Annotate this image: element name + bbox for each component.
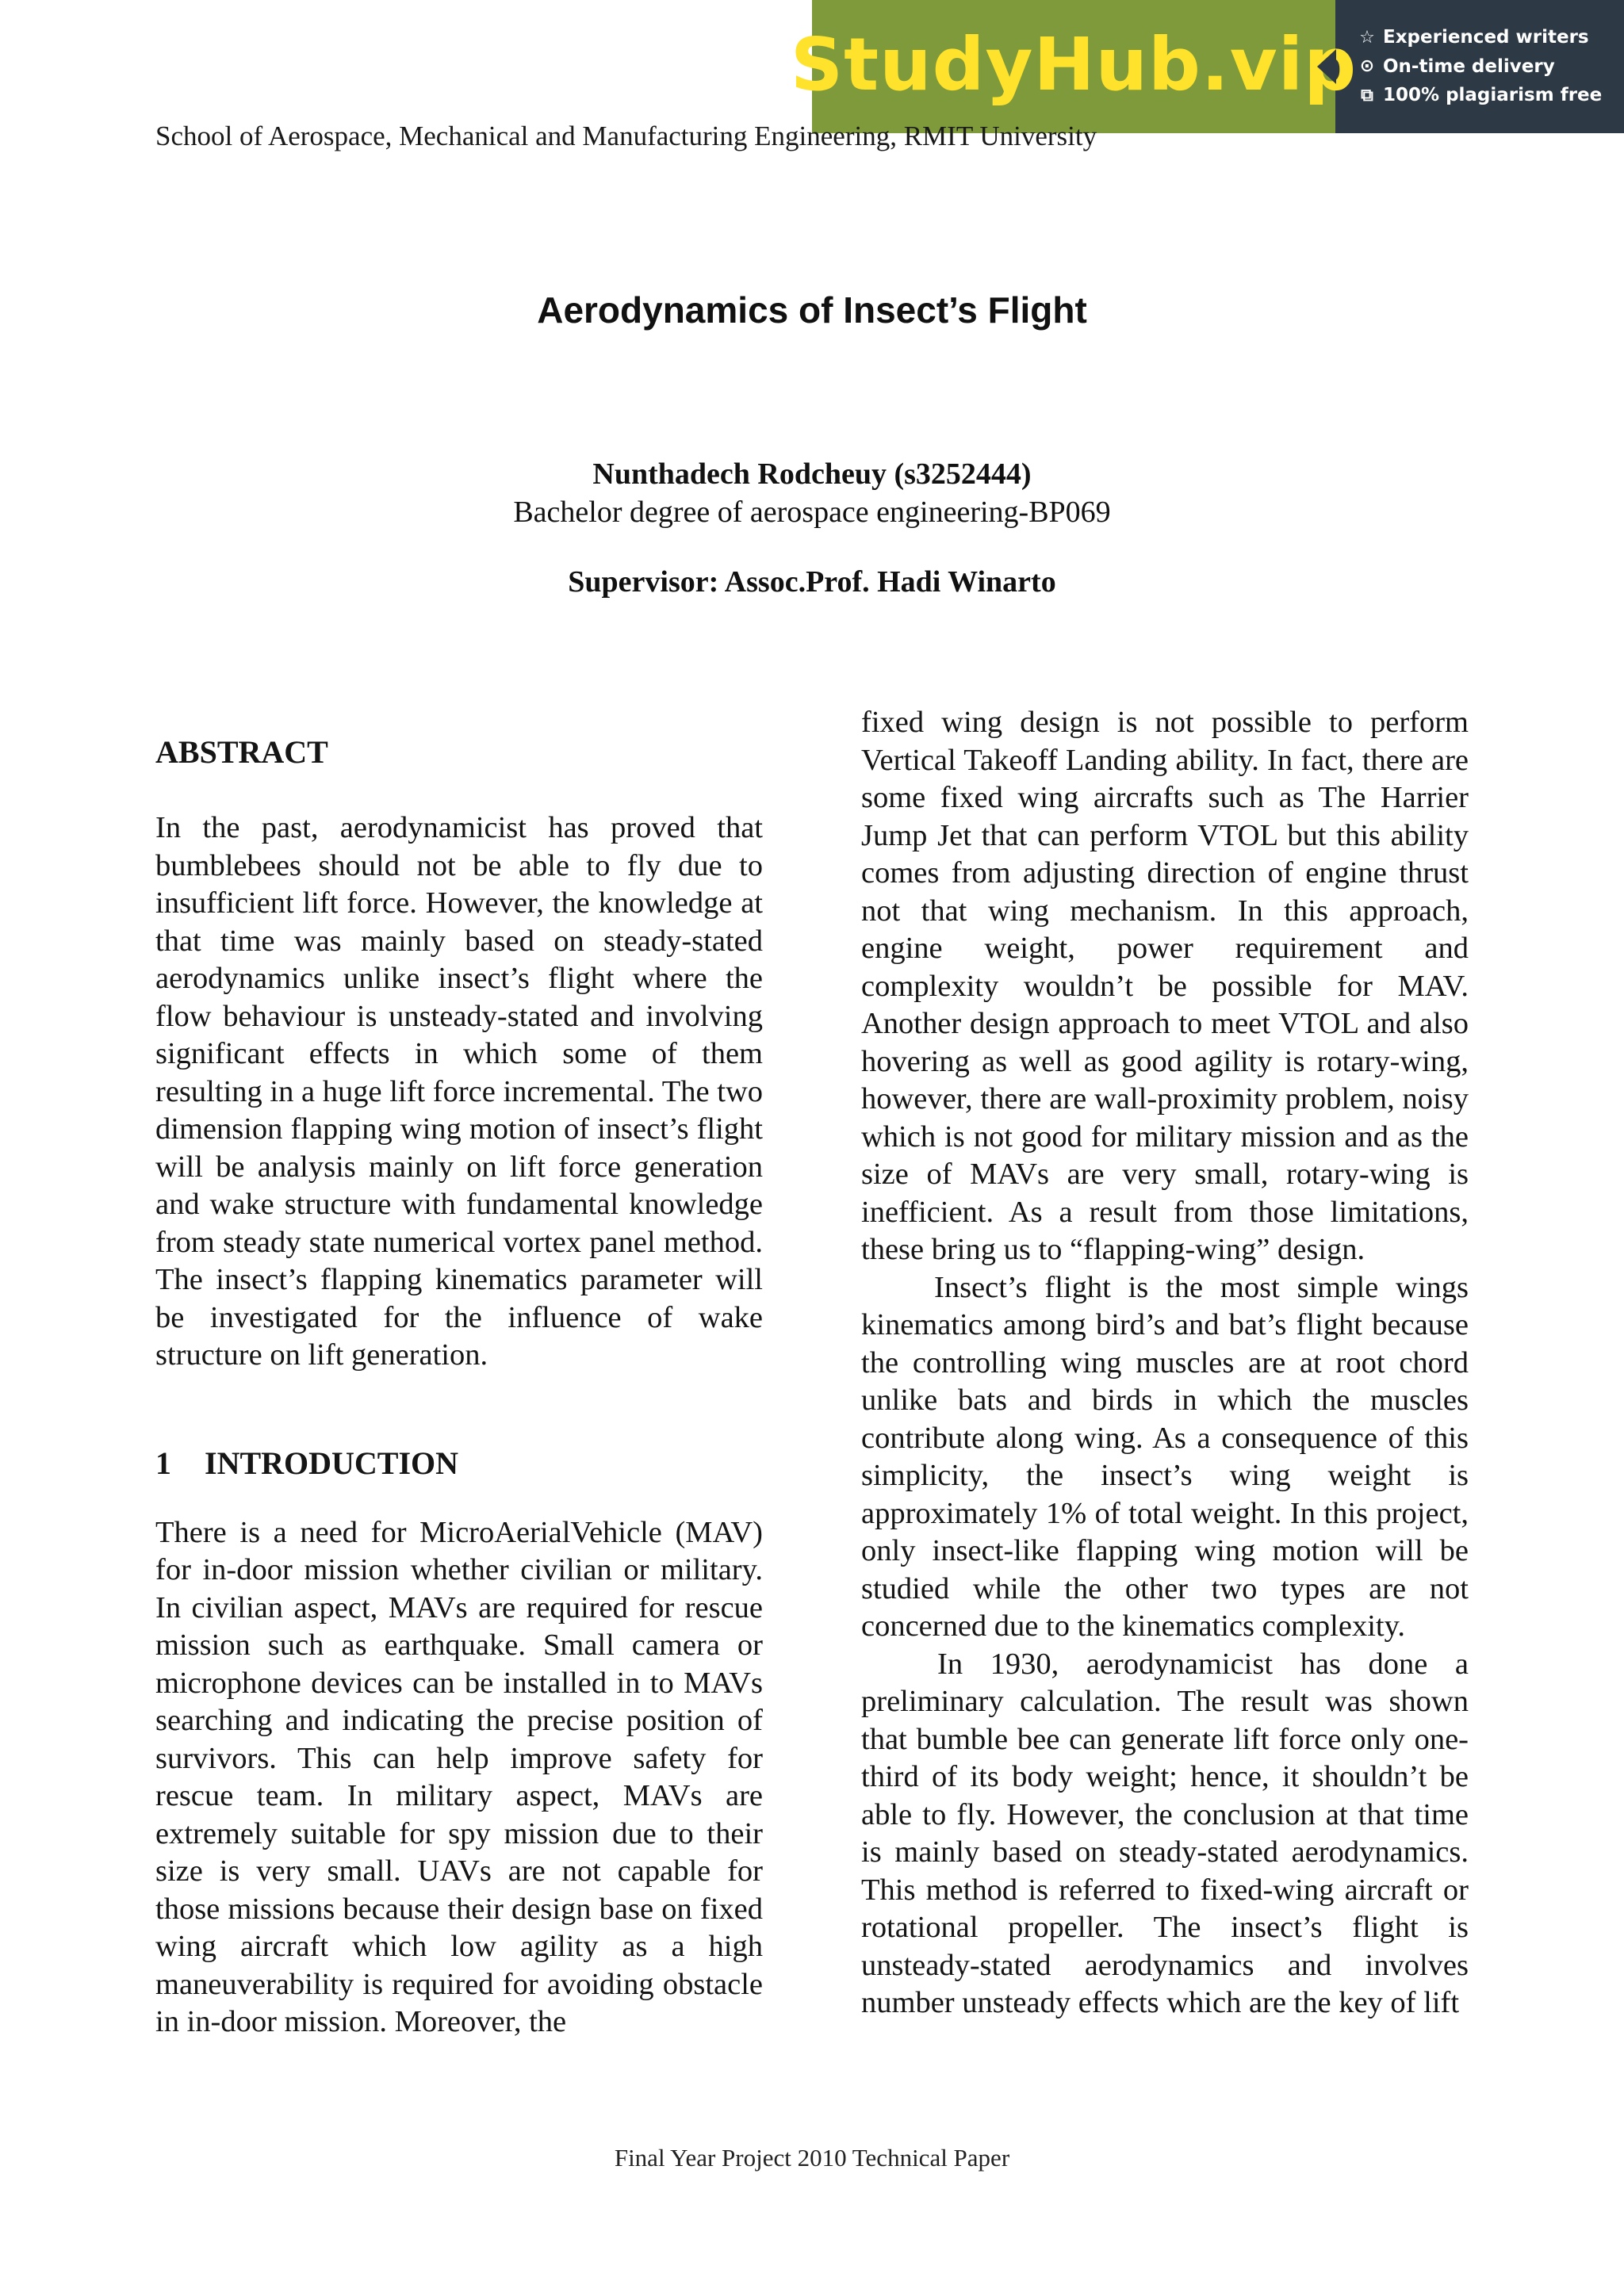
intro-paragraph-2: Insect’s flight is the most simple wings kinematics among bird’s and bat’s flight because the controlling wing muscles are at root chord unlike bats and birds in which the muscles contribute along wing. As a consequence of this simplicity, the insect’s wing weight is approximately 1% of total weight. In this project, only insect-like flapping wing motion will be studied while the other two types are not concerned due to the kinematics complexity. [861,1270,1469,1643]
feature-experienced-writers [1358,27,1624,48]
feature-on-time-delivery [1358,56,1624,77]
star-icon: ☆ [1359,27,1375,48]
affiliation: School of Aerospace, Mechanical and Manufacturing Engineering, RMIT University [155,121,1097,151]
right-column [861,704,1469,2022]
section-number: 1 [155,1445,171,1481]
abstract-text: In the past, aerodynamicist has proved that bumblebees should not be able to fly due to insufficient lift force. However, the knowledge at that time was mainly based on steady-stated aerodynamics unlike insect’s flight where the flow behaviour is unsteady-stated and involving significant effects in which some of them resulting in a huge lift force incremental. The two dimension flapping wing motion of insect’s flight will be analysis mainly on lift force generation and wake structure with fundamental knowledge from steady state numerical vortex panel method. The insect’s flapping kinematics parameter will be investigated for the influence of wake structure on lift generation. [155,811,763,1372]
abstract-heading: ABSTRACT [155,734,328,770]
author-name: Nunthadech Rodcheuy (s3252444) [592,457,1032,491]
intro-paragraph-1-continued: fixed wing design is not possible to perform Vertical Takeoff Landing ability. In fact, there are some fixed wing aircrafts such as The Harrier Jump Jet that can perform VTOL but this ability comes from adjusting direction of engine thrust not that wing mechanism. In this approach, engine weight, power requirement and complexity wouldn’t be possible for MAV. Another design approach to meet VTOL and also hovering as well as good agility is rotary-wing, however, there are wall-proximity problem, noisy which is not good for military mission and as the size of MAVs are very small, rotary-wing is inefficient. As a result from those limitations, these bring us to “flapping-wing” design. [861,706,1469,1266]
supervisor: Supervisor: Assoc.Prof. Hadi Winarto [568,565,1056,599]
banner-arrow-shape [1317,49,1336,84]
intro-paragraph-1: There is a need for MicroAerialVehicle (MAV) for in-door mission whether civilian or military. In civilian aspect, MAVs are required for rescue mission such as earthquake. Small camera or microphone devices can be installed in to MAVs searching and indicating the precise position of survivors. This can help improve safety for rescue team. In military aspect, MAVs are extremely suitable for spy mission due to their size is very small. UAVs are not capable for those missions because their design base on fixed wing aircraft which low agility as a high maneuverability is required for avoiding obstacle in in-door mission. Moreover, the [155,1515,763,2038]
clock-icon: ⊙ [1359,56,1375,77]
introduction-heading [155,1445,763,1483]
feature-plagiarism-free [1358,85,1624,105]
watermark-banner[interactable] [790,0,1624,133]
feature-label: On-time delivery [1383,55,1555,77]
degree-program: Bachelor degree of aerospace engineering-BP069 [513,496,1111,529]
page-footer: Final Year Project 2010 Technical Paper [614,2144,1010,2172]
copy-icon: ⧉ [1361,85,1373,105]
logo-text: StudyHub.vip [790,22,1358,107]
feature-label: Experienced writers [1383,27,1589,48]
paper-title: Aerodynamics of Insect’s Flight [537,289,1087,331]
intro-paragraph-3: In 1930, aerodynamicist has done a preliminary calculation. The result was shown that bumble bee can generate lift force only one-third of its body weight; hence, it shouldn’t be able to fly. However, the conclusion at that time is mainly based on steady-stated aerodynamics. This method is referred to fixed-wing aircraft or rotational propeller. The insect’s flight is unsteady-stated aerodynamics and involves number unsteady effects which are the key of lift [861,1647,1469,2019]
section-title: INTRODUCTION [205,1445,459,1481]
feature-label: 100% plagiarism free [1383,85,1603,106]
left-column [155,733,763,2042]
banner-features [1335,0,1624,133]
studyhub-logo[interactable] [790,0,1358,133]
